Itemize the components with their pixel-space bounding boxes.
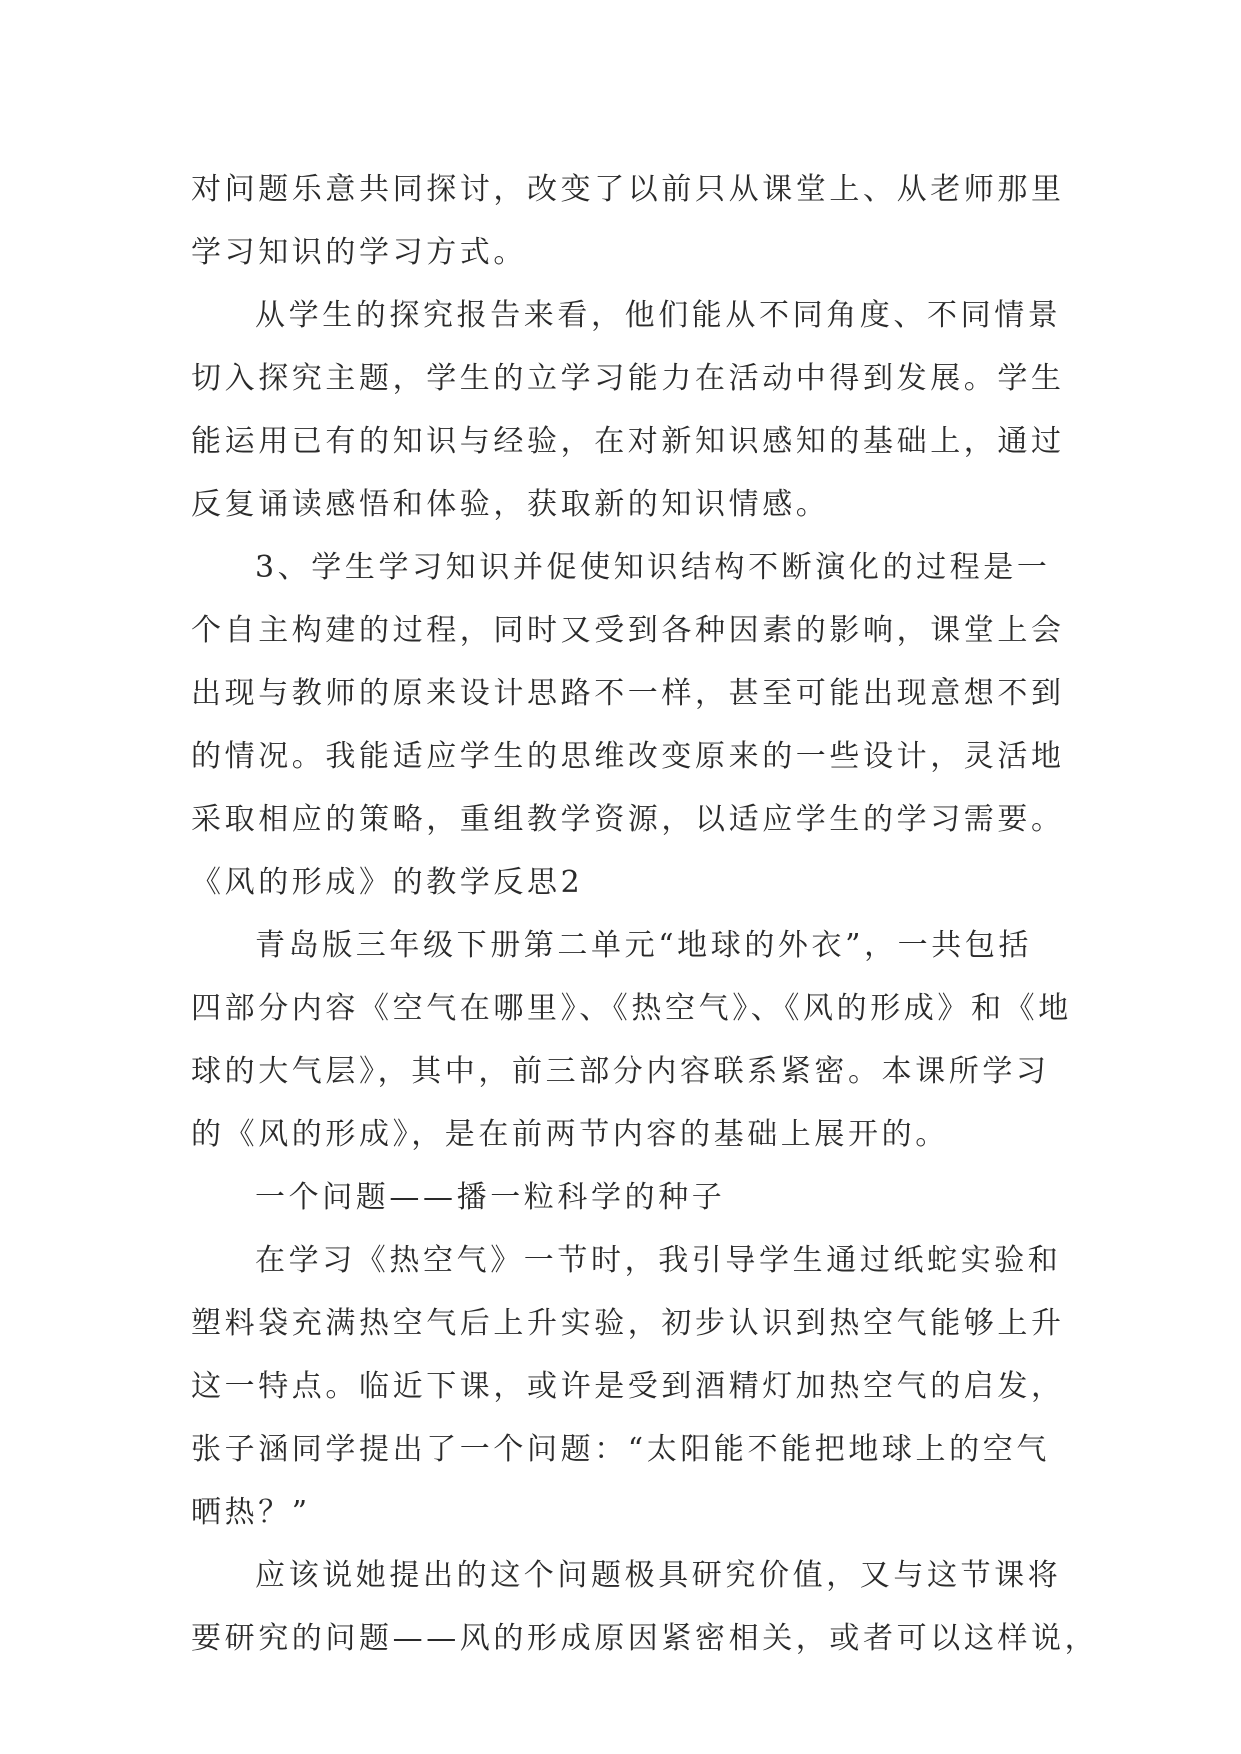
- text-line-10: 的情况。我能适应学生的思维改变原来的一些设计，灵活地: [191, 739, 1065, 774]
- text-line-14: 四部分内容《空气在哪里》、《热空气》、《风的形成》和《地: [191, 991, 1072, 1026]
- text-line-8: 个自主构建的过程，同时又受到各种因素的影响，课堂上会: [191, 613, 1065, 648]
- text-line-7: 3、学生学习知识并促使知识结构不断演化的过程是一: [255, 550, 1051, 585]
- text-line-3: 从学生的探究报告来看，他们能从不同角度、不同情景: [255, 298, 1062, 333]
- text-line-11: 采取相应的策略，重组教学资源，以适应学生的学习需要。: [191, 802, 1065, 837]
- text-line-24: 要研究的问题——风的形成原因紧密相关，或者可以这样说，: [191, 1621, 1099, 1656]
- text-line-16: 的《风的形成》，是在前两节内容的基础上展开的。: [191, 1117, 949, 1152]
- text-line-19: 塑料袋充满热空气后上升实验，初步认识到热空气能够上升: [191, 1306, 1065, 1341]
- text-line-1: 对问题乐意共同探讨，改变了以前只从课堂上、从老师那里: [191, 172, 1065, 207]
- text-line-15: 球的大气层》，其中，前三部分内容联系紧密。本课所学习: [191, 1054, 1050, 1089]
- text-line-4: 切入探究主题，学生的立学习能力在活动中得到发展。学生: [191, 361, 1065, 396]
- text-line-20: 这一特点。临近下课，或许是受到酒精灯加热空气的启发，: [191, 1369, 1065, 1404]
- document-body: [191, 158, 1099, 1670]
- section-title: 《风的形成》的教学反思2: [191, 865, 584, 900]
- text-line-2: 学习知识的学习方式。: [191, 235, 527, 270]
- text-line-22: 晒热？”: [191, 1495, 311, 1530]
- subheading-line: 一个问题——播一粒科学的种子: [255, 1180, 726, 1215]
- text-line-6: 反复诵读感悟和体验，获取新的知识情感。: [191, 487, 830, 522]
- text-line-23: 应该说她提出的这个问题极具研究价值，又与这节课将: [255, 1558, 1062, 1593]
- text-line-18: 在学习《热空气》一节时，我引导学生通过纸蛇实验和: [255, 1243, 1062, 1278]
- text-line-13: 青岛版三年级下册第二单元“地球的外衣”，一共包括: [255, 928, 1033, 963]
- text-line-9: 出现与教师的原来设计思路不一样，甚至可能出现意想不到: [191, 676, 1065, 711]
- text-line-21: 张子涵同学提出了一个问题：“太阳能不能把地球上的空气: [191, 1432, 1050, 1467]
- text-line-5: 能运用已有的知识与经验，在对新知识感知的基础上，通过: [191, 424, 1065, 459]
